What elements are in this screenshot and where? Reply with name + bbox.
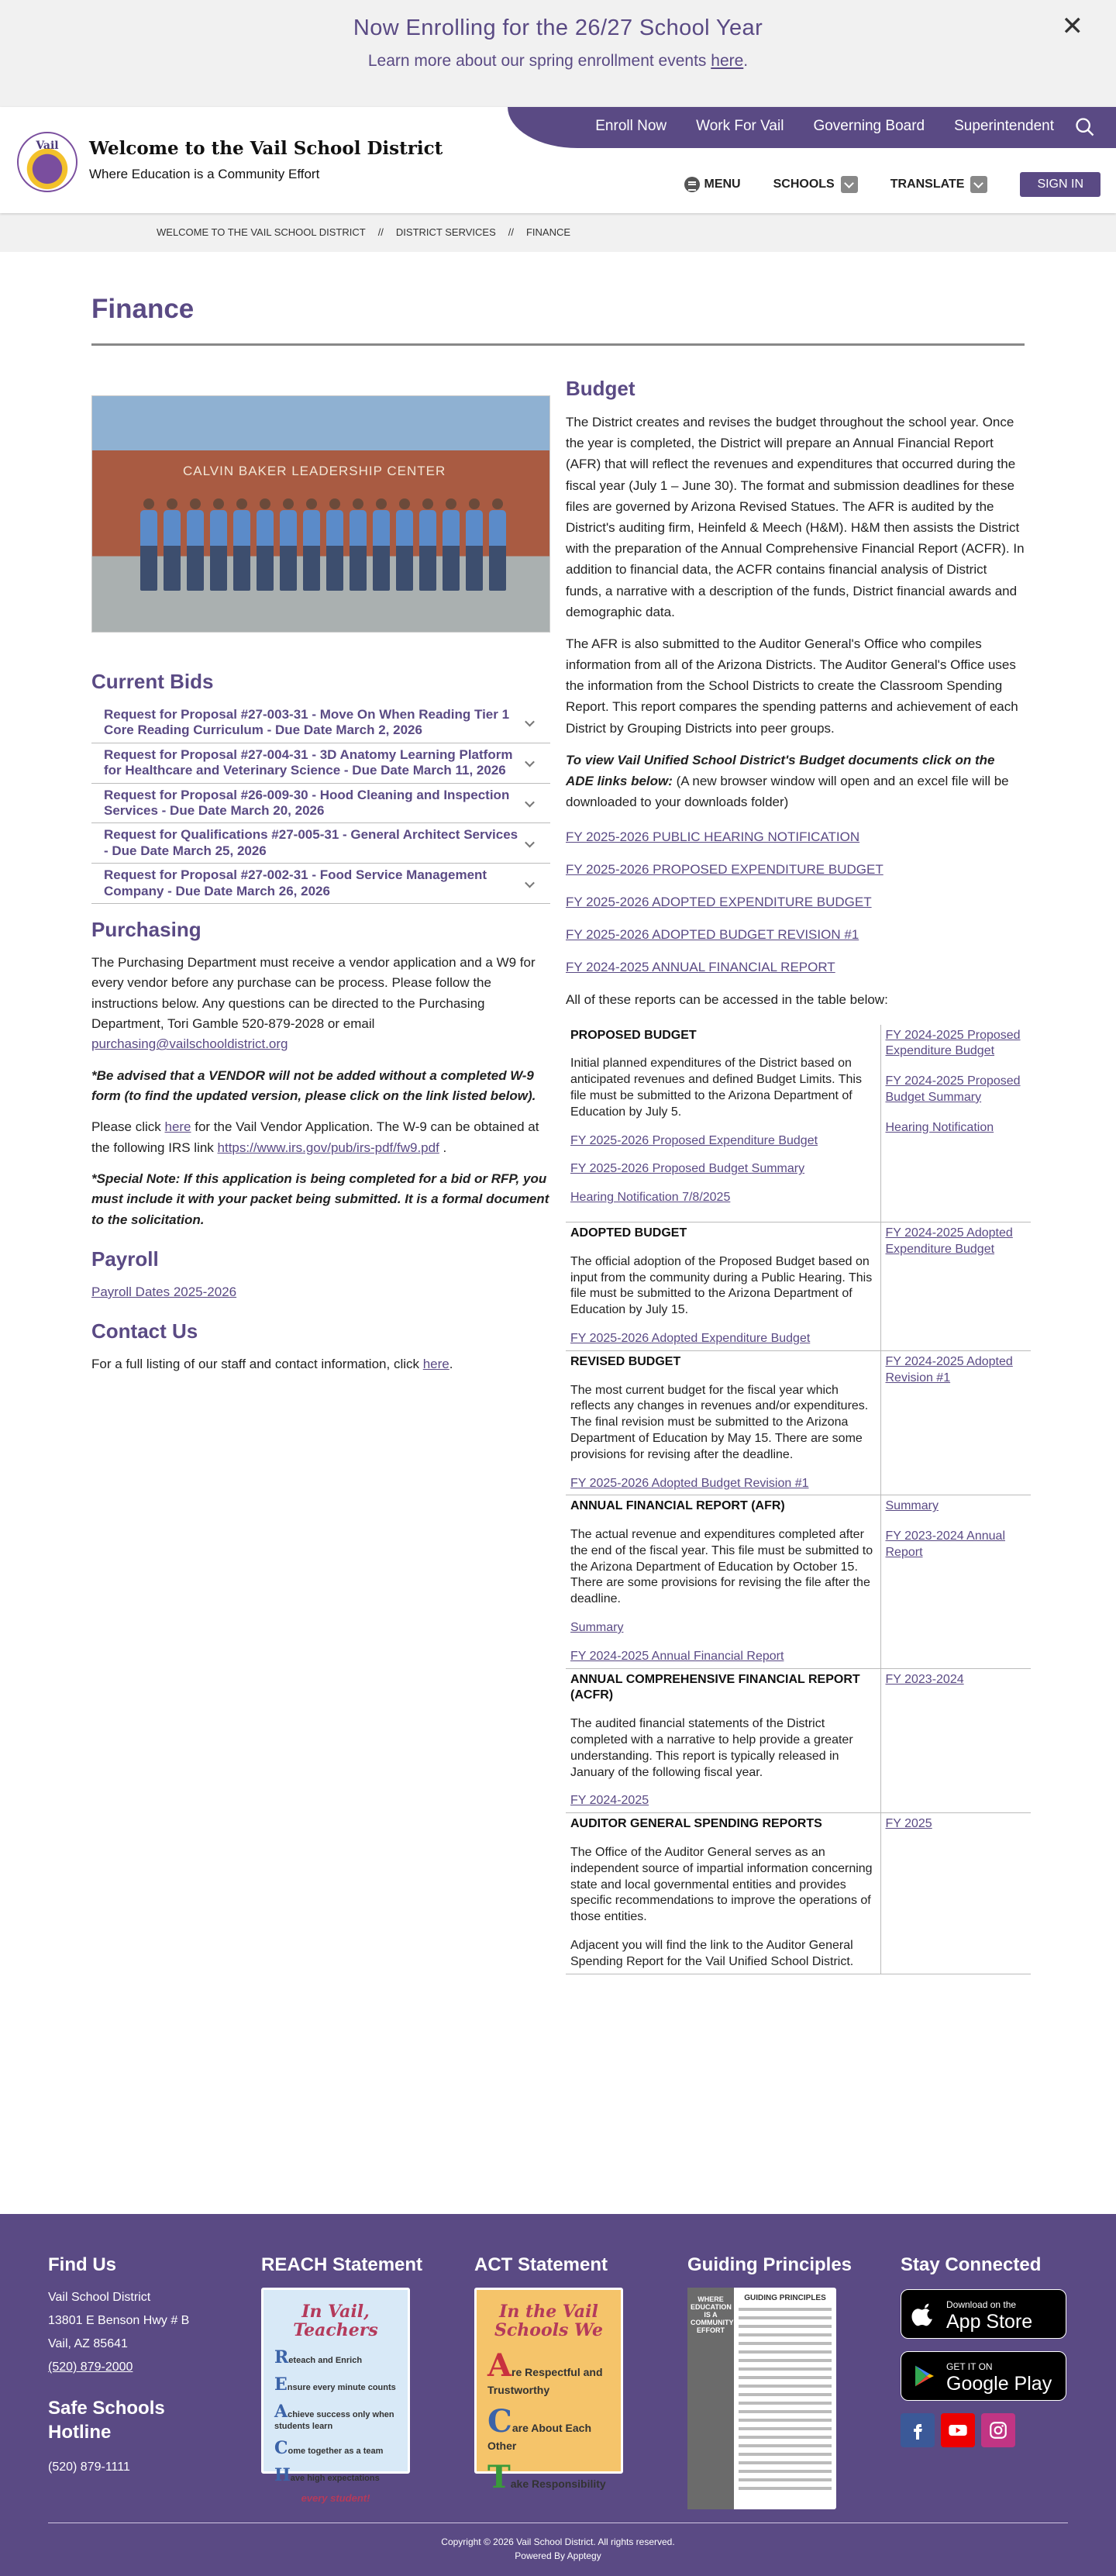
- close-icon[interactable]: ✕: [1061, 12, 1083, 41]
- row-heading: ANNUAL FINANCIAL REPORT (AFR): [570, 1499, 785, 1513]
- copyright-text: Copyright © 2026 Vail School District. All rights reserved.: [441, 2536, 675, 2547]
- act-heading: ACT Statement: [474, 2254, 608, 2275]
- vendor-application-text: Please click here for the Vail Vendor Application. The W-9 can be obtained at the following IRS link https://www.irs.gov/pub/irs-pdf/fw9.pdf .: [91, 1119, 539, 1155]
- breadcrumb-home[interactable]: WELCOME TO THE VAIL SCHOOL DISTRICT: [157, 226, 366, 238]
- purchasing-email-link[interactable]: purchasing@vailschooldistrict.org: [91, 1036, 288, 1052]
- table-row: [566, 1025, 1031, 1222]
- guiding-heading: Guiding Principles: [687, 2254, 852, 2275]
- report-link[interactable]: FY 2023-2024 Annual: [885, 1529, 1005, 1543]
- payroll-text: [91, 1282, 550, 1302]
- banner-text: Learn more about our spring enrollment events here.: [367, 52, 749, 70]
- report-link[interactable]: Summary: [570, 1621, 624, 1635]
- contact-link[interactable]: here: [422, 1357, 450, 1372]
- bids-accordion: [91, 703, 550, 904]
- table-cell: [880, 1668, 1031, 1813]
- report-link[interactable]: Hearing Notification: [885, 1120, 994, 1134]
- purchasing-text: The Purchasing Department must receive a vendor application and a W9 for every vendor before any purchase can be process. Please follow the instructions below. Any questions can be directed to the Purchasing Department, Tori Gamble 520-879-2028 or email purchasing@vailschooldistrict.org: [91, 954, 536, 1052]
- table-cell: [566, 1222, 880, 1350]
- sign-in-button[interactable]: SIGN IN: [1020, 172, 1100, 197]
- report-link[interactable]: Expenditure Budget: [885, 1044, 995, 1058]
- row-heading: ANNUAL COMPREHENSIVE FINANCIAL REPORT (ACFR): [570, 1672, 860, 1702]
- report-link[interactable]: FY 2023-2024: [885, 1672, 964, 1686]
- powered-by[interactable]: Powered By Apptegy: [515, 2550, 601, 2561]
- report-link[interactable]: Budget Summary: [885, 1090, 982, 1104]
- row-description: The official adoption of the Proposed Budget based on input from the community during a Public Hearing. This file must be submitted to the Arizona Department of Education by July 15.: [570, 1254, 873, 1317]
- guiding-principles-image[interactable]: WHERE EDUCATION IS A COMMUNITY EFFORT GUIDING PRINCIPLES: [687, 2288, 836, 2509]
- top-nav: [595, 118, 1054, 135]
- staff-photo: [91, 395, 550, 633]
- top-nav-superintendent[interactable]: Superintendent: [954, 118, 1054, 134]
- photo-sign-text: CALVIN BAKER LEADERSHIP CENTER: [183, 464, 446, 478]
- act-section: [474, 2253, 623, 2495]
- table-cell: [566, 1025, 880, 1222]
- table-intro: All of these reports can be accessed in the table below:: [566, 992, 888, 1008]
- table-cell: [880, 1222, 1031, 1350]
- row-description: The Office of the Auditor General serves as an independent source of impartial information concerning state and local governmental entities and provides specific recommendations to improve the operations of those entities.: [570, 1846, 873, 1924]
- find-us-heading: Find Us: [48, 2254, 116, 2275]
- table-cell: [566, 1668, 880, 1813]
- payroll-dates-link[interactable]: Payroll Dates 2025-2026: [91, 1285, 237, 1300]
- table-cell: [880, 1813, 1031, 1974]
- report-link[interactable]: FY 2025-2026 Adopted Expenditure Budget: [570, 1331, 811, 1345]
- site-footer: [0, 2214, 1116, 2576]
- right-column: [566, 377, 1025, 1974]
- district-logo[interactable]: [17, 132, 78, 192]
- top-nav-enroll[interactable]: Enroll Now: [595, 118, 667, 134]
- breadcrumb-separator: //: [377, 226, 384, 238]
- hotline-phone: (520) 879-1111: [48, 2460, 130, 2474]
- budget-reports-table: [566, 1025, 1031, 1974]
- google-play-button[interactable]: GET IT ON Google Play: [901, 2351, 1066, 2401]
- table-row: [566, 1813, 1031, 1974]
- report-link[interactable]: FY 2024-2025: [570, 1794, 649, 1808]
- hotline-heading: Safe Schools Hotline: [48, 2398, 165, 2443]
- top-nav-work[interactable]: Work For Vail: [696, 118, 784, 134]
- report-link[interactable]: Report: [885, 1545, 923, 1559]
- breadcrumb: [0, 213, 1116, 252]
- find-us-section: [48, 2253, 226, 2479]
- budget-heading: Budget: [566, 377, 636, 400]
- row-heading: PROPOSED BUDGET: [570, 1028, 697, 1042]
- facebook-icon[interactable]: [901, 2413, 935, 2447]
- act-statement-image[interactable]: In the Vail Schools We Are Respectful and Trustworthy Care About Each Other Take Responsibility: [474, 2288, 623, 2474]
- table-row: [566, 1222, 1031, 1350]
- budget-paragraph-2: The AFR is also submitted to the Auditor General's Office who compiles information from all of the Arizona Districts. The Auditor General's Office uses the information from the School Districts to create the Classroom Spending Report. This report compares the spending patterns and achievement of each District by Grouping Districts into peer groups.: [566, 636, 1018, 736]
- logo-text: Vail: [36, 140, 59, 152]
- table-cell: [880, 1025, 1031, 1222]
- row-heading: AUDITOR GENERAL SPENDING REPORTS: [570, 1817, 822, 1831]
- report-link[interactable]: FY 2024-2025 Adopted: [885, 1226, 1013, 1240]
- table-cell: [880, 1495, 1031, 1668]
- apple-icon: [912, 2301, 937, 2327]
- table-row: [566, 1495, 1031, 1668]
- report-link[interactable]: FY 2025-2026 Adopted Budget Revision #1: [570, 1476, 809, 1490]
- instagram-icon[interactable]: [981, 2413, 1015, 2447]
- chevron-down-icon: [970, 176, 987, 193]
- row-description: Adjacent you will find the link to the Auditor General Spending Report for the Vail Unified School District.: [570, 1939, 854, 1968]
- reach-card-title: In Vail, Teachers: [293, 2302, 378, 2341]
- report-link[interactable]: FY 2025-2026 Proposed Budget Summary: [570, 1162, 805, 1176]
- breadcrumb-finance: FINANCE: [525, 226, 571, 238]
- special-note: *Special Note: If this application is being completed for a bid or RFP, you must include it with your packet being submitted. It is a formal document to the solicitation.: [91, 1171, 549, 1227]
- current-bids-heading: Current Bids: [91, 670, 214, 693]
- page-title: Finance: [91, 294, 195, 324]
- row-description: Initial planned expenditures of the District based on anticipated revenues and defined Budget Limits. This file must be submitted to the Arizona Department of Education by July 5.: [570, 1057, 862, 1119]
- ade-links: [566, 829, 1025, 975]
- table-cell: [566, 1495, 880, 1668]
- top-nav-board[interactable]: Governing Board: [813, 118, 925, 134]
- report-link[interactable]: FY 2025-2026 Proposed Expenditure Budget: [570, 1133, 818, 1147]
- budget-paragraph-1: The District creates and revises the budget throughout the school year. Once the year is completed, the District will prepare an Annual Financial Report (AFR) that will reflect the revenues and expenditures that occurred during the fiscal year (July 1 – June 30). The format and submission deadlines for these files are governed by Arizona Revised Statues. The AFR is audited by the District's auditing firm, Heinfeld & Meech (H&M). H&M then assists the District with the preparation of the Annual Comprehensive Financial Report (ACFR). In addition to financial data, the ACFR contains financial analysis of District funds, a narrative with a description of the funds, District financial awards and demographic data.: [566, 415, 1025, 619]
- bid-item[interactable]: Request for Qualifications #27-005-31 - General Architect Services - Due Date March 25, 2026: [91, 823, 550, 864]
- breadcrumb-separator: //: [508, 226, 514, 238]
- table-row: [566, 1350, 1031, 1495]
- copyright: [0, 2535, 1116, 2563]
- bid-item[interactable]: Request for Proposal #27-002-31 - Food Service Management Company - Due Date March 26, 2026: [91, 864, 550, 904]
- report-link[interactable]: FY 2024-2025 Annual Financial Report: [570, 1649, 784, 1663]
- site-header: [0, 107, 1116, 213]
- reach-heading: REACH Statement: [261, 2254, 423, 2275]
- bid-item[interactable]: Request for Proposal #26-009-30 - Hood Cleaning and Inspection Services - Due Date March 20, 2026: [91, 784, 550, 824]
- stay-connected-section: [901, 2253, 1066, 2447]
- chevron-down-icon: [841, 176, 858, 193]
- left-column: [91, 395, 550, 1375]
- vendor-note: *Be advised that a VENDOR will not be added without a completed W-9 form (to find the updated version, please click on the link listed below).: [91, 1067, 536, 1103]
- ade-link[interactable]: FY 2025-2026 PROPOSED EXPENDITURE BUDGET: [566, 862, 884, 878]
- row-description: The audited financial statements of the District completed with a narrative to help provide a greater understanding. This report is typically released in January of the following fiscal year.: [570, 1717, 853, 1779]
- report-link[interactable]: Summary: [885, 1499, 939, 1513]
- address-line: 13801 E Benson Hwy # B: [48, 2314, 190, 2328]
- ade-link[interactable]: FY 2025-2026 PUBLIC HEARING NOTIFICATION: [566, 829, 860, 845]
- table-cell: [566, 1813, 880, 1974]
- search-icon[interactable]: [1074, 116, 1096, 138]
- table-cell: [880, 1350, 1031, 1495]
- report-link[interactable]: FY 2025: [885, 1817, 932, 1831]
- table-row: [566, 1668, 1031, 1813]
- photo-people: [140, 483, 506, 598]
- irs-w9-link[interactable]: https://www.irs.gov/pub/irs-pdf/fw9.pdf: [217, 1140, 439, 1155]
- contact-heading: Contact Us: [91, 1319, 198, 1343]
- ade-link[interactable]: FY 2025-2026 ADOPTED EXPENDITURE BUDGET: [566, 895, 872, 910]
- row-heading: ADOPTED BUDGET: [570, 1226, 687, 1240]
- report-link[interactable]: Revision #1: [885, 1371, 951, 1385]
- address-line: Vail School District: [48, 2291, 151, 2305]
- sub-nav: [684, 172, 1101, 197]
- address-line: Vail, AZ 85641: [48, 2337, 128, 2351]
- stay-connected-heading: Stay Connected: [901, 2254, 1042, 2275]
- table-cell: [566, 1350, 880, 1495]
- purchasing-heading: Purchasing: [91, 917, 202, 941]
- report-link[interactable]: FY 2024-2025 Adopted: [885, 1354, 1013, 1368]
- reach-section: [261, 2253, 423, 2504]
- site-tagline: Where Education is a Community Effort: [89, 167, 320, 181]
- report-link[interactable]: FY 2024-2025 Proposed: [885, 1028, 1021, 1042]
- youtube-icon[interactable]: [941, 2413, 975, 2447]
- row-description: The actual revenue and expenditures completed after the end of the fiscal year. This file must be submitted to the Arizona Department of Education by October 15. There are some provisions for revising the file after the deadline.: [570, 1528, 873, 1606]
- payroll-heading: Payroll: [91, 1247, 159, 1271]
- row-heading: REVISED BUDGET: [570, 1354, 681, 1368]
- bid-item[interactable]: Request for Proposal #27-004-31 - 3D Anatomy Learning Platform for Healthcare and Veterinary Science - Due Date March 11, 2026: [91, 743, 550, 784]
- phone-link[interactable]: (520) 879-2000: [48, 2360, 133, 2374]
- report-link[interactable]: Expenditure Budget: [885, 1242, 995, 1256]
- vendor-application-link[interactable]: here: [164, 1119, 191, 1135]
- report-link[interactable]: Hearing Notification 7/8/2025: [570, 1191, 731, 1205]
- translate-dropdown[interactable]: TRANSLATE: [890, 176, 988, 193]
- menu-icon: [684, 177, 700, 192]
- guiding-principles-section: [687, 2253, 852, 2509]
- ade-link[interactable]: FY 2025-2026 ADOPTED BUDGET REVISION #1: [566, 927, 859, 943]
- menu-button[interactable]: MENU: [684, 177, 741, 192]
- report-link[interactable]: FY 2024-2025 Proposed: [885, 1074, 1021, 1088]
- schools-dropdown[interactable]: SCHOOLS: [773, 176, 858, 193]
- bid-item[interactable]: Request for Proposal #27-003-31 - Move On When Reading Tier 1 Core Reading Curriculum - Due Date March 2, 2026: [91, 703, 550, 743]
- banner-link[interactable]: here: [711, 52, 744, 70]
- site-name[interactable]: Welcome to the Vail School District: [89, 138, 443, 159]
- google-play-icon: [912, 2363, 937, 2389]
- banner-title: Now Enrolling for the 26/27 School Year: [353, 16, 763, 40]
- enrollment-banner: [0, 0, 1116, 107]
- contact-text: For a full listing of our staff and contact information, click here.: [91, 1357, 453, 1372]
- app-store-button[interactable]: Download on the App Store: [901, 2289, 1066, 2339]
- act-card-title: In the Vail Schools We: [494, 2302, 603, 2341]
- breadcrumb-district-services[interactable]: DISTRICT SERVICES: [395, 226, 496, 238]
- social-links: [901, 2413, 1066, 2447]
- budget-paragraph-3: To view Vail Unified School District's Budget documents click on the ADE links below: (A new browser window will open and an excel file will be downloaded to your downloads folder): [566, 752, 1009, 810]
- reach-statement-image[interactable]: In Vail, Teachers Reteach and Enrich Ensure every minute counts Achieve success only when students learn Come together as a team Have high expectations every student!: [261, 2288, 410, 2474]
- row-description: The most current budget for the fiscal year which reflects any changes in revenues and/or expenditures. The final revision must be submitted to the Arizona Department of Education by May 15. There are some provisions for revising after the deadline.: [570, 1383, 869, 1461]
- ade-link[interactable]: FY 2024-2025 ANNUAL FINANCIAL REPORT: [566, 960, 835, 975]
